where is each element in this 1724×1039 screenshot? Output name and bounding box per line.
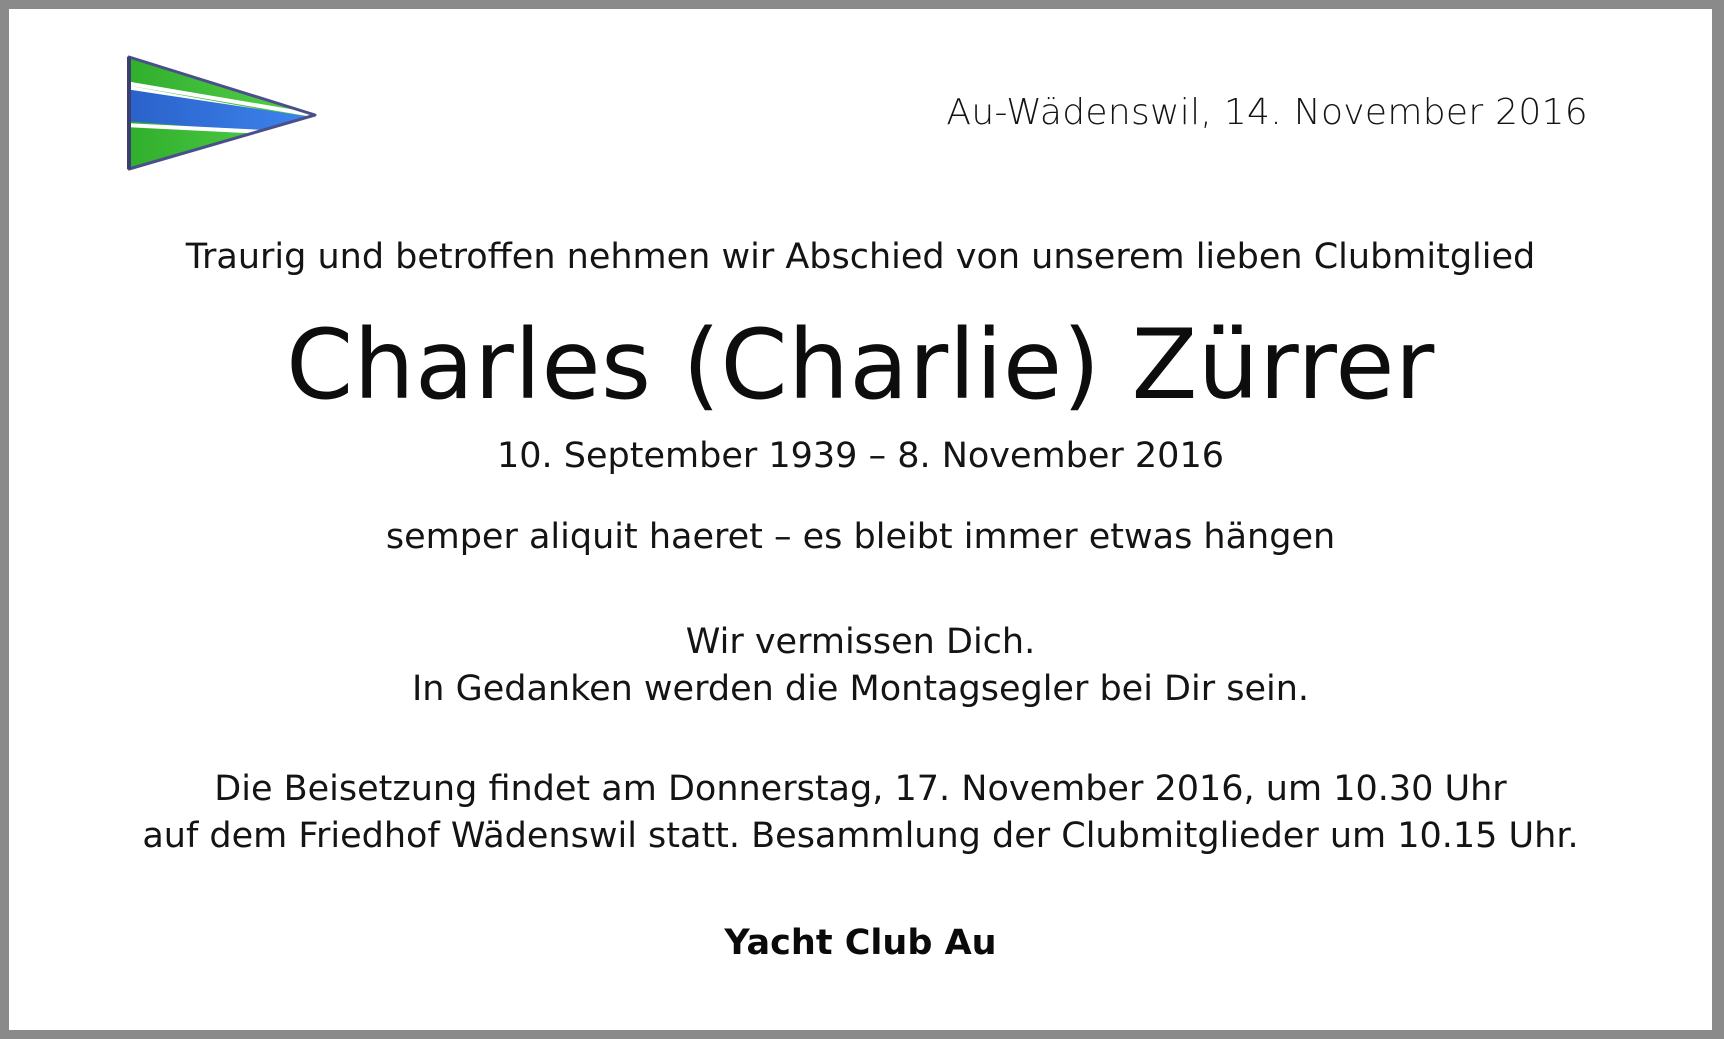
message-line: Wir vermissen Dich. bbox=[685, 622, 1036, 662]
intro-text: Traurig und betroffen nehmen wir Abschied von unserem lieben Clubmitglied bbox=[185, 237, 1536, 277]
motto: semper aliquit haeret – es bleibt immer etwas hängen bbox=[385, 517, 1336, 557]
club-pennant-icon bbox=[121, 49, 351, 199]
funeral-info-line: auf dem Friedhof Wädenswil statt. Besammlung der Clubmitglieder um 10.15 Uhr. bbox=[142, 816, 1579, 856]
funeral-info-line: Die Beisetzung findet am Donnerstag, 17. November 2016, um 10.30 Uhr bbox=[214, 769, 1507, 809]
deceased-name: Charles (Charlie) Zürrer bbox=[286, 309, 1435, 421]
club-signature: Yacht Club Au bbox=[724, 923, 997, 963]
obituary-notice bbox=[9, 9, 1712, 1030]
dateline: Au-Wädenswil, 14. November 2016 bbox=[946, 92, 1588, 133]
life-dates: 10. September 1939 – 8. November 2016 bbox=[497, 436, 1224, 476]
message-line: In Gedanken werden die Montagsegler bei Dir sein. bbox=[411, 669, 1310, 709]
